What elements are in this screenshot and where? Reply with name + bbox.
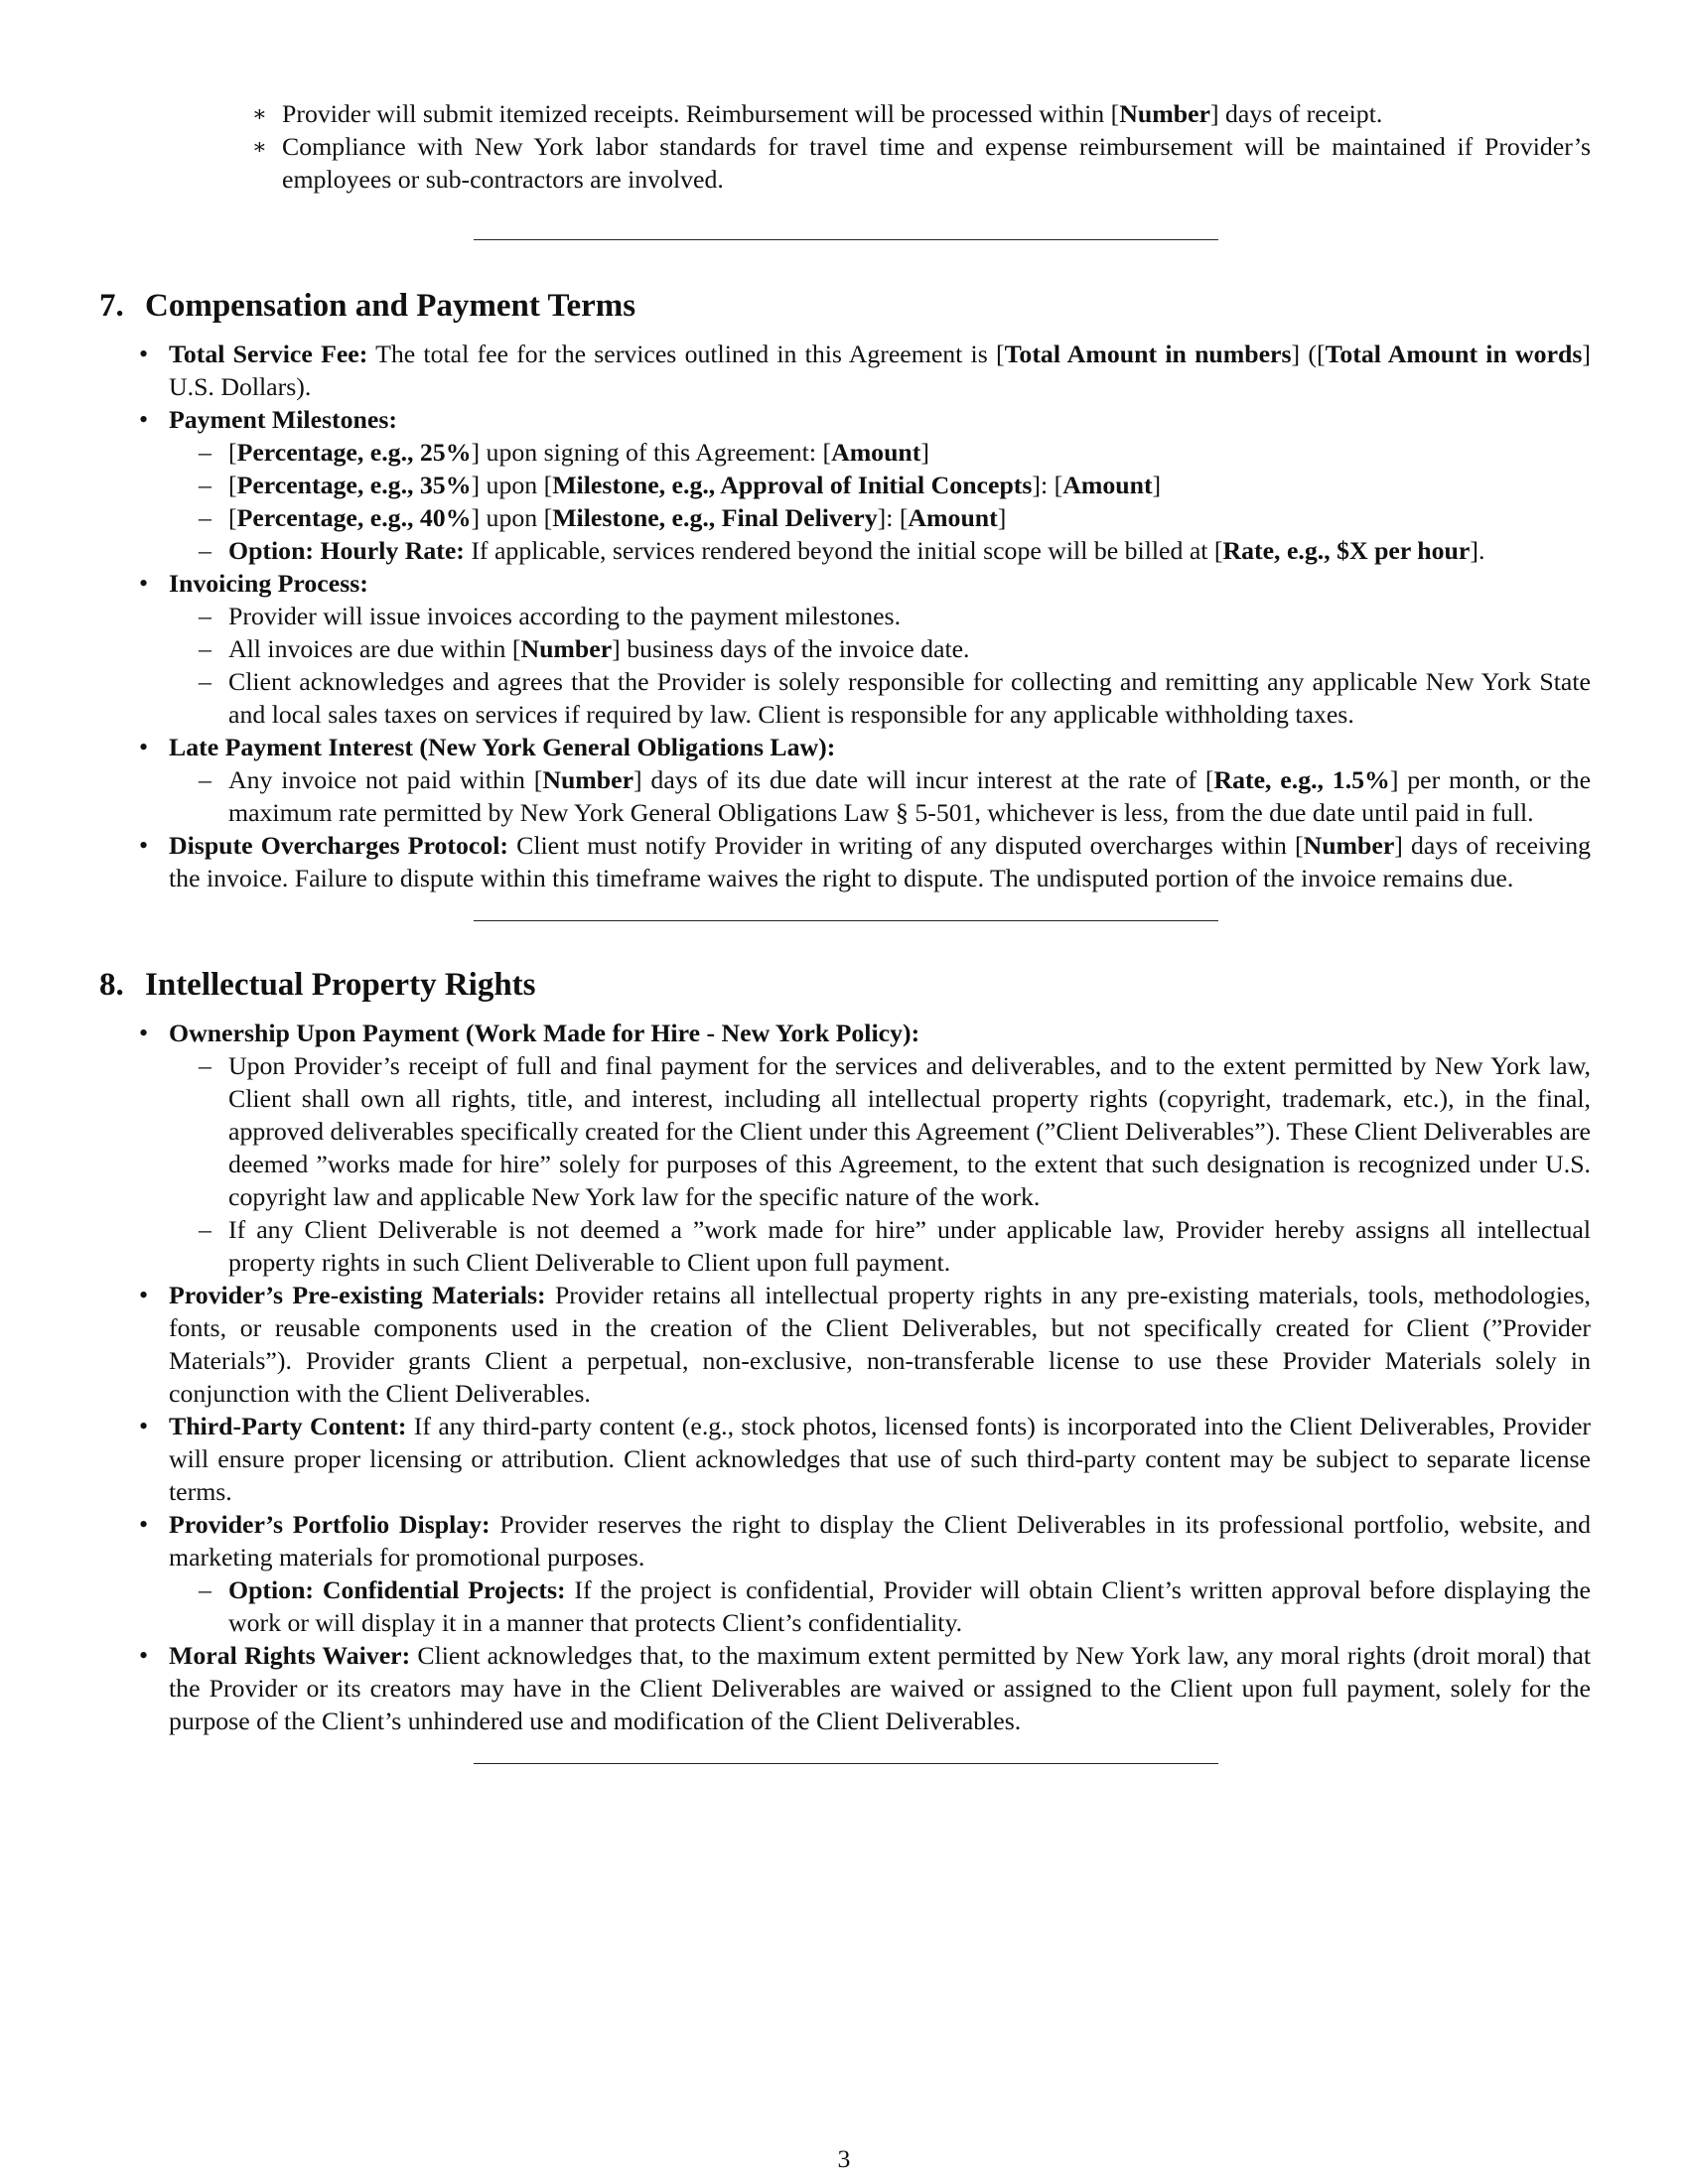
dash-marker: – <box>199 667 211 696</box>
third-party-content: Third-Party Content: If any third-party content (e.g., stock photos, licensed fonts) is incorporated into the Client Deliverables, Provider will ensure proper licensing or attribution. Client acknowledges that use of such third-party content may be subject to separate license terms. <box>169 1412 1591 1506</box>
sub-list-text: [Percentage, e.g., 40%] upon [Milestone, e.g., Final Delivery]: [Amount] <box>228 503 1007 532</box>
dash-marker: – <box>199 471 211 499</box>
dash-marker: – <box>199 536 211 565</box>
moral-rights-waiver: Moral Rights Waiver: Client acknowledges that, to the maximum extent permitted by New York law, any moral rights (droit moral) that the Provider or its creators may have in the Client Deliverables are waived or assigned to the Client upon full payment, solely for the purpose of the Client’s unhindered use and modification of the Client Deliverables. <box>169 1641 1591 1735</box>
dash-marker: – <box>199 438 211 467</box>
sub-list-item <box>0 763 1591 829</box>
portfolio-sub-list <box>0 1573 1688 1639</box>
sub-list-text: If any Client Deliverable is not deemed a ”work made for hire” under applicable law, Provider hereby assigns all intellectual property rights in such Client Deliverable to Client upon full payment. <box>228 1215 1591 1277</box>
list-item <box>0 731 1591 763</box>
bullet-marker: • <box>139 340 149 368</box>
invoicing-list <box>0 600 1688 731</box>
dash-marker: – <box>199 1575 211 1604</box>
bold-term: Total Service Fee: <box>169 340 368 368</box>
bold-term: Provider’s Portfolio Display: <box>169 1510 491 1539</box>
portfolio-display: Provider’s Portfolio Display: Provider reserves the right to display the Client Deliverables in its professional portfolio, website, and marketing materials for promotional purposes. <box>169 1510 1591 1571</box>
bullet-marker: • <box>139 1510 149 1539</box>
sub-list-item <box>0 436 1591 469</box>
payment-milestones-list <box>0 436 1688 567</box>
bold-term: Amount <box>831 438 921 467</box>
list-item <box>0 338 1591 403</box>
bullet-marker: • <box>139 405 149 434</box>
bold-term: Percentage, e.g., 25% <box>236 438 472 467</box>
sub-list-item <box>0 665 1591 731</box>
list-item <box>0 403 1591 436</box>
preexisting-materials: Provider’s Pre-existing Materials: Provider retains all intellectual property rights in any pre-existing materials, tools, methodologies, fonts, or reusable components used in the creation of the Client Deliverables, but not specifically created for Client (”Provider Materials”). Provider grants Client a perpetual, non-exclusive, non-transferable license to use these Provider Materials solely in conjunction with the Client Deliverables. <box>169 1281 1591 1408</box>
sub-list-text: Upon Provider’s receipt of full and final payment for the services and deliverables, and to the extent permitted by New York law, Client shall own all rights, title, and interest, including all intellectual property rights (copyright, trademark, etc.), in the final, approved deliverables specifically created for the Client under this Agreement (”Client Deliverables”). These Client Deliverables are deemed ”works made for hire” solely for purposes of this Agreement, to the extent that such designation is recognized under U.S. copyright law and applicable New York law for the specific nature of the work. <box>228 1051 1591 1211</box>
list-item <box>0 1639 1591 1737</box>
section-divider <box>474 1763 1218 1764</box>
dash-marker: – <box>199 1215 211 1244</box>
bullet-marker: • <box>139 1281 149 1309</box>
bold-term: Total Amount in numbers <box>1004 340 1292 368</box>
bold-term: Invoicing Process: <box>169 569 368 598</box>
sub-list-text: [Percentage, e.g., 25%] upon signing of this Agreement: [Amount] <box>228 438 929 467</box>
sub-list-text: Any invoice not paid within [Number] days of its due date will incur interest at the rate of [Rate, e.g., 1.5%] per month, or the maximum rate permitted by New York General Obligations Law § 5-501, whichever is less, from the due date until paid in full. <box>228 765 1592 827</box>
bullet-marker: • <box>139 831 149 860</box>
sub-list-text: Provider will issue invoices according to the payment milestones. <box>228 602 902 630</box>
page-number: 3 <box>837 2144 851 2173</box>
bold-term: Payment Milestones: <box>169 405 397 434</box>
bold-term: Option: Confidential Projects: <box>228 1575 566 1604</box>
late-payment-heading <box>169 731 1591 763</box>
payment-milestones-heading <box>169 403 1591 436</box>
bold-term: Total Amount in words <box>1325 340 1583 368</box>
sub-list-item <box>0 1573 1591 1639</box>
bold-term: Milestone, e.g., Approval of Initial Concepts <box>552 471 1033 499</box>
receipts-text: Provider will submit itemized receipts. Reimbursement will be processed within [Number] days of receipt. <box>282 99 1383 128</box>
bullet-marker: • <box>139 1019 149 1047</box>
ownership-heading <box>169 1017 1591 1049</box>
list-item <box>0 130 1591 196</box>
section-number: 8. <box>99 967 124 1003</box>
list-item <box>0 829 1591 894</box>
invoicing-heading <box>169 567 1591 600</box>
bold-term: Milestone, e.g., Final Delivery <box>552 503 878 532</box>
bullet-marker: • <box>139 569 149 598</box>
sub-list-item <box>0 1213 1591 1279</box>
section-heading-8 <box>0 965 1688 1005</box>
list-item <box>0 1508 1591 1573</box>
bold-term: Amount <box>908 503 998 532</box>
bold-term: Number <box>1303 831 1395 860</box>
bullet-marker: • <box>139 733 149 761</box>
sub-list-text: Option: Hourly Rate: If applicable, services rendered beyond the initial scope will be billed at [Rate, e.g., $X per hour]. <box>228 536 1485 565</box>
dash-marker: – <box>199 1051 211 1080</box>
dash-marker: – <box>199 503 211 532</box>
sub-list-text: Option: Confidential Projects: If the project is confidential, Provider will obtain Client’s written approval before displaying the work or will display it in a manner that protects Client’s confidentiality. <box>228 1575 1591 1637</box>
late-payment-list <box>0 763 1688 829</box>
sub-list-text: All invoices are due within [Number] business days of the invoice date. <box>228 634 970 663</box>
page-content <box>0 97 1688 1764</box>
sub-list-item <box>0 501 1591 534</box>
section-number: 7. <box>99 288 124 324</box>
dash-marker: – <box>199 634 211 663</box>
bold-term: Third-Party Content: <box>169 1412 407 1440</box>
list-item <box>0 1279 1591 1410</box>
bold-term: Number <box>520 634 613 663</box>
ownership-list <box>0 1049 1688 1279</box>
section-title: Compensation and Payment Terms <box>145 288 636 324</box>
sub-list-text: Client acknowledges and agrees that the Provider is solely responsible for collecting and remitting any applicable New York State and local sales taxes on services if required by law. Client is responsible for any applicable withholding taxes. <box>228 667 1591 729</box>
bold-term: Ownership Upon Payment (Work Made for Hire - New York Policy): <box>169 1019 920 1047</box>
bold-term: Rate, e.g., 1.5% <box>1213 765 1390 794</box>
labor-standards-text: Compliance with New York labor standards for travel time and expense reimbursement will be maintained if Provider’s employees or sub-contractors are involved. <box>282 132 1591 194</box>
bold-term: Rate, e.g., $X per hour <box>1222 536 1471 565</box>
sub-list-text: [Percentage, e.g., 35%] upon [Milestone, e.g., Approval of Initial Concepts]: [Amount] <box>228 471 1162 499</box>
sub-list-item <box>0 1049 1591 1213</box>
section-heading-7 <box>0 286 1688 326</box>
bullet-marker: • <box>139 1641 149 1670</box>
list-item <box>0 1017 1591 1049</box>
bold-term: Number <box>542 765 634 794</box>
sub-list-item <box>0 534 1591 567</box>
bold-term: Percentage, e.g., 35% <box>236 471 472 499</box>
bold-term: Moral Rights Waiver: <box>169 1641 411 1670</box>
bold-term: Dispute Overcharges Protocol: <box>169 831 508 860</box>
asterisk-marker: ∗ <box>252 101 267 126</box>
bold-term: Late Payment Interest (New York General Obligations Law): <box>169 733 836 761</box>
bold-term: Number <box>1119 99 1210 128</box>
list-item <box>0 97 1591 130</box>
bold-term: Percentage, e.g., 40% <box>236 503 472 532</box>
bold-term: Provider’s Pre-existing Materials: <box>169 1281 546 1309</box>
asterisk-marker: ∗ <box>252 134 267 159</box>
dash-marker: – <box>199 602 211 630</box>
bold-term: Option: Hourly Rate: <box>228 536 465 565</box>
bullet-marker: • <box>139 1412 149 1440</box>
sub-list-item <box>0 469 1591 501</box>
sub-list-item <box>0 600 1591 632</box>
sub-list-item <box>0 632 1591 665</box>
list-item <box>0 1410 1591 1508</box>
bold-term: Amount <box>1062 471 1153 499</box>
total-service-fee: Total Service Fee: The total fee for the services outlined in this Agreement is [Total Amount in numbers] ([Total Amount in words] U.S. Dollars). <box>169 340 1591 401</box>
list-item <box>0 567 1591 600</box>
section-title: Intellectual Property Rights <box>145 967 536 1003</box>
dispute-protocol: Dispute Overcharges Protocol: Client must notify Provider in writing of any disputed overcharges within [Number] days of receiving the invoice. Failure to dispute within this timeframe waives the right to dispute. The undisputed portion of the invoice remains due. <box>169 831 1591 892</box>
dash-marker: – <box>199 765 211 794</box>
